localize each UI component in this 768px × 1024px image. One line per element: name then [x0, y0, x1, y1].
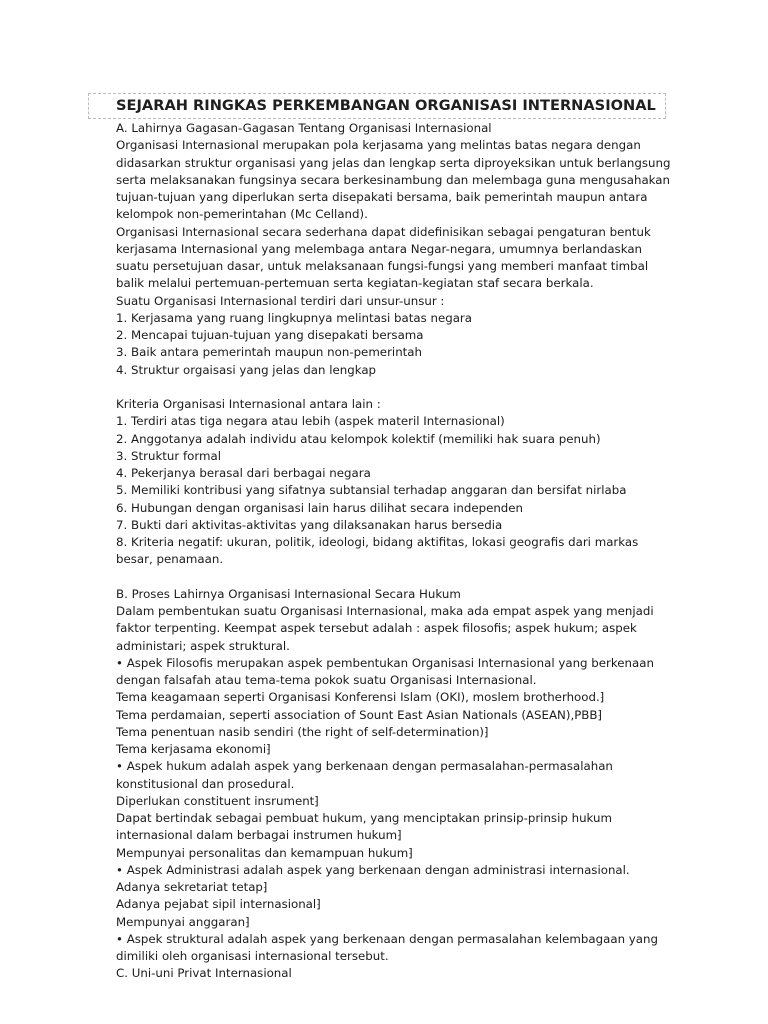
text-line: • Aspek hukum adalah aspek yang berkenaan dengan permasalahan-permasalahan — [116, 759, 613, 774]
text-line: internasional dalam berbagai instrumen hukum⁆ — [116, 828, 402, 843]
blank-line — [116, 569, 676, 586]
text-line: dimiliki oleh organisasi internasional tersebut. — [116, 949, 389, 963]
text-line: 8. Kriteria negatif: ukuran, politik, ideologi, bidang aktifitas, lokasi geografis dari markas — [116, 535, 639, 549]
text-line: konstitusional dan prosedural. — [116, 776, 295, 791]
text-line: 6. Hubungan dengan organisasi lain harus dilihat secara independen — [116, 500, 524, 515]
text-line: Dapat bertindak sebagai pembuat hukum, yang menciptakan prinsip-prinsip hukum — [116, 811, 612, 825]
text-line: kelompok non-pemerintahan (Mc Celland). — [116, 207, 368, 222]
text-line: Tema perdamaian, seperti association of Sount East Asian Nationals (ASEAN),PBB⁆ — [116, 707, 603, 722]
text-line: 1. Kerjasama yang ruang lingkupnya melintasi batas negara — [116, 310, 473, 325]
text-line: Tema kerjasama ekonomi⁆ — [116, 742, 271, 756]
text-line: balik melalui pertemuan-pertemuan serta kegiatan-kegiatan staf secara berkala. — [116, 276, 594, 291]
text-line: dengan falsafah atau tema-tema pokok suatu Organisasi Internasional. — [116, 673, 537, 687]
text-line: C. Uni-uni Privat Internasional — [116, 966, 292, 981]
text-line: 3. Baik antara pemerintah maupun non-pemerintah — [116, 345, 423, 360]
text-line: Adanya sekretariat tetap⁆ — [116, 880, 268, 894]
text-line: 7. Bukti dari aktivitas-aktivitas yang dilaksanakan harus bersedia — [116, 517, 503, 532]
document-body — [116, 120, 676, 983]
text-line: 5. Memiliki kontribusi yang sifatnya subtansial terhadap anggaran dan bersifat nirlaba — [116, 483, 627, 498]
text-line: Mempunyai anggaran⁆ — [116, 914, 250, 929]
text-line: Adanya pejabat sipil internasional⁆ — [116, 897, 321, 912]
text-line: kerjasama Internasional yang melembaga antara Negar-negara, umumnya berlandaskan — [116, 241, 643, 256]
text-line: Mempunyai personalitas dan kemampuan hukum⁆ — [116, 845, 413, 860]
text-line: Organisasi Internasional secara sederhana dapat didefinisikan sebagai pengaturan bentuk — [116, 224, 651, 239]
text-line: Suatu Organisasi Internasional terdiri dari unsur-unsur : — [116, 293, 445, 308]
text-line: didasarkan struktur organisasi yang jelas dan lengkap serta diproyeksikan untuk berlangsung — [116, 155, 671, 170]
text-line: 4. Pekerjanya berasal dari berbagai negara — [116, 466, 371, 480]
text-line: 2. Mencapai tujuan-tujuan yang disepakati bersama — [116, 328, 424, 342]
text-line: 4. Struktur orgaisasi yang jelas dan lengkap — [116, 362, 377, 377]
text-line: 3. Struktur formal — [116, 448, 221, 463]
text-line: B. Proses Lahirnya Organisasi Internasional Secara Hukum — [116, 586, 461, 601]
text-line: serta melaksanakan fungsinya secara berkesinambung dan melembaga guna mengusahakan — [116, 172, 671, 187]
text-line: Tema penentuan nasib sendiri (the right of self-determination)⁆ — [116, 724, 489, 739]
text-line: Tema keagamaan seperti Organisasi Konferensi Islam (OKI), moslem brotherhood.⁆ — [116, 690, 605, 705]
text-line: • Aspek Administrasi adalah aspek yang berkenaan dengan administrasi internasional. — [116, 862, 630, 877]
document-title: SEJARAH RINGKAS PERKEMBANGAN ORGANISASI INTERNASIONAL — [116, 97, 656, 114]
text-line: 1. Terdiri atas tiga negara atau lebih (aspek materil Internasional) — [116, 414, 505, 429]
text-line: A. Lahirnya Gagasan-Gagasan Tentang Organisasi Internasional — [116, 121, 492, 135]
text-line: • Aspek struktural adalah aspek yang berkenaan dengan permasalahan kelembagaan yang — [116, 931, 658, 946]
text-line: tujuan-tujuan yang diperlukan serta disepakati bersama, baik pemerintah maupun antara — [116, 190, 648, 204]
text-line: Diperlukan constituent insrument⁆ — [116, 793, 319, 808]
text-line: Kriteria Organisasi Internasional antara lain : — [116, 397, 381, 411]
text-line: administari; aspek struktural. — [116, 638, 290, 653]
text-line: Organisasi Internasional merupakan pola kerjasama yang melintas batas negara dengan — [116, 138, 641, 153]
text-line: suatu persetujuan dasar, untuk melaksanaan fungsi-fungsi yang memberi manfaat timbal — [116, 259, 649, 273]
text-line: besar, penamaan. — [116, 552, 224, 567]
text-line: • Aspek Filosofis merupakan aspek pembentukan Organisasi Internasional yang berkenaan — [116, 655, 654, 670]
text-line: Dalam pembentukan suatu Organisasi Internasional, maka ada empat aspek yang menjadi — [116, 604, 654, 618]
text-line: 2. Anggotanya adalah individu atau kelompok kolektif (memiliki hak suara penuh) — [116, 431, 601, 446]
blank-line — [116, 379, 676, 396]
text-line: faktor terpenting. Keempat aspek tersebut adalah : aspek filosofis; aspek hukum; aspek — [116, 621, 637, 636]
